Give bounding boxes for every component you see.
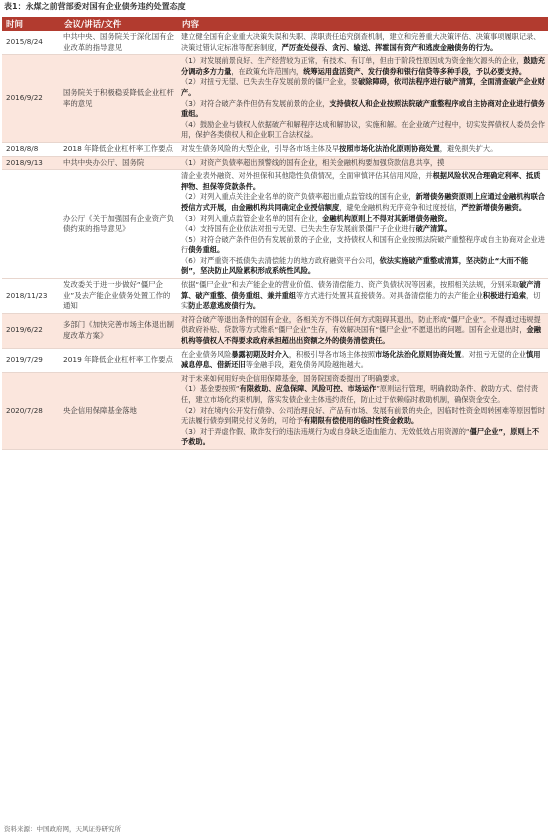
body-text: 建立健全国有企业重大决策失误和失职、渎职责任追究倒查机制，建立和完善重大决策评估、决策事项履职记录、决策过错认定标准等配套制度，	[181, 32, 541, 52]
body-text: （4）鼓励企业与债权人依据破产和解程序达成和解协议，实施和解。在企业破产过程中，切实发挥债权人委员会作用，保护各类债权人和企业职工合法权益。	[181, 119, 545, 140]
emphasis-text: 统筹运用盘活资产、发行债券和银行信贷等多种手段，予以必要支持。	[303, 66, 527, 76]
body-text: 对符合破产等退出条件的国有企业，各相关方不得以任何方式阻碍其退出，防止形成“僵尸企业”。不得通过违规提供政府补贴、贷款等方式维系“僵尸企业”生存，有效解决国有“僵尸企业”不愿退出的问题。国有企业退出时，	[181, 314, 541, 335]
body-text: ，在政策允许范围内，	[231, 66, 304, 76]
row-source: 2018 年降低企业杠杆率工作要点	[60, 142, 178, 156]
row-source: 央企信用保障基金落地	[60, 372, 178, 449]
content-paragraph	[181, 32, 545, 53]
emphasis-text: 严厉查处侵吞、贪污、输送、挥霍国有资产和逃废金融债务的行为。	[281, 42, 498, 52]
row-content	[178, 313, 548, 348]
table-title: 表1：永煤之前营部委对国有企业债务违约处置态度	[4, 2, 186, 11]
body-text: （3）对符合破产条件但仍有发展前景的企业，	[181, 98, 330, 108]
table-row	[2, 348, 548, 372]
row-date: 2020/7/28	[2, 372, 60, 449]
body-text: （2）对列入重点关注企业名单的资产负债率超出重点监管线的国有企业，	[181, 192, 416, 202]
table-row	[2, 156, 548, 170]
content-paragraph	[181, 77, 545, 98]
table-row	[2, 313, 548, 348]
body-text: ，积极引导各市场主体按照	[288, 349, 376, 359]
content-paragraph	[181, 144, 545, 155]
row-date: 2019/7/29	[2, 348, 60, 372]
row-date	[2, 170, 60, 279]
table-row	[2, 142, 548, 156]
row-source: 办公厅《关于加强国有企业资产负债约束的指导意见》	[60, 170, 178, 279]
row-source: 发改委关于进一步做好“僵尸企业”及去产能企业债务处置工作的通知	[60, 279, 178, 314]
content-paragraph	[181, 374, 545, 385]
emphasis-text: 依法实施破产重整或清算，坚决防止“大而不能倒”，坚决防止风险累积形成系统性风险。	[181, 255, 529, 276]
table-header-row	[2, 17, 548, 31]
emphasis-text: 破除障碍，依司法程序进行破产清算，全面清查破产企业财产。	[181, 77, 545, 97]
content-paragraph	[181, 192, 545, 213]
emphasis-text: 支持债权人和企业按照法院破产重整程序或自主协商对企业进行债务重组。	[181, 98, 545, 119]
body-text: （2）对扭亏无望、已失去生存发展前景的僵尸企业，要	[181, 77, 359, 87]
emphasis-text: 慎用减息停息、借新还旧	[181, 349, 541, 370]
content-paragraph	[181, 56, 545, 77]
emphasis-text: 债务重组。	[188, 245, 225, 255]
emphasis-text: 新增债务融资原则上应通过金融机构联合授信方式开展，由金融机构共同确定企业授信额度	[181, 192, 545, 212]
table-row	[2, 170, 548, 279]
body-text: （6）对严重资不抵债失去清偿能力的地方政府融资平台公司，	[181, 255, 380, 265]
body-text: 。对扭亏无望的企业	[461, 349, 527, 359]
body-text: 对于未来如何用好央企信用保障基金，国务院国资委提出了明确要求。	[181, 373, 404, 383]
row-content	[178, 372, 548, 449]
body-text: （4）支持国有企业依法对扭亏无望、已失去生存发展前景僵尸子企业进行	[181, 224, 416, 234]
header-source: 会议/讲话/文件	[60, 17, 178, 31]
row-content	[178, 142, 548, 156]
emphasis-text: 破产清算。	[415, 224, 452, 234]
row-content	[178, 55, 548, 143]
emphasis-text: 市场化法治化原则协商处置	[375, 349, 462, 359]
body-text: ，避免金融机构无序竞争和过度授信，	[339, 202, 462, 212]
emphasis-text: 按照市场化法治化原则协商处置	[339, 143, 440, 153]
emphasis-text: 破产清算、破产重整、债务重组、兼并重组	[181, 280, 541, 300]
body-text: 等方式进行处置其直接债务。对具备清偿能力的去产能企业	[296, 290, 483, 300]
row-content	[178, 279, 548, 314]
emphasis-text: 金融机构原则上不得对其新增债务融资。	[322, 213, 452, 223]
row-content	[178, 170, 548, 279]
content-paragraph	[181, 280, 545, 312]
header-date: 时间	[2, 17, 60, 31]
row-date: 2016/9/22	[2, 55, 60, 143]
table-body	[2, 31, 548, 449]
table-row	[2, 31, 548, 55]
body-text: （3）对列入重点监管企业名单的国有企业，	[181, 213, 323, 223]
emphasis-text: 根据风险状况合理确定利率、抵质押物、担保等贷款条件。	[181, 171, 541, 191]
row-content	[178, 156, 548, 170]
body-text: 在企业债务风险	[181, 349, 232, 359]
emphasis-text: 金融机构等债权人不得要求政府承担超出出资额之外的债务清偿责任。	[181, 325, 541, 346]
header-content: 内容	[178, 17, 548, 31]
row-content	[178, 31, 548, 55]
body-text: （2）对在境内公开发行债券、公司治理良好、产品有市场、发展有前景的央企，因临时性资金周转困难等原因暂时无法履行债券到期兑付义务的，可给予	[181, 405, 545, 426]
content-paragraph	[181, 99, 545, 120]
body-text: 清企业表外融资、对外担保和其他隐性负债情况，全面审慎评估其信用风险，并	[181, 171, 433, 181]
row-source: 国务院关于积极稳妥降低企业杠杆率的意见	[60, 55, 178, 143]
body-text: （1）对资产负债率超出预警线的国有企业，相关金融机构要加强贷款信息共享，摸	[181, 157, 445, 167]
body-text: （1）对发展前景良好、生产经营较为正常，有技术、有订单，但由于阶段性原因成为资金拖欠源头的企业，	[181, 56, 524, 66]
body-text: 等金融手段，避免债务风险越拖越大。	[245, 360, 368, 370]
row-date: 2018/11/23	[2, 279, 60, 314]
content-paragraph	[181, 384, 545, 405]
body-text: （3）对于弄虚作假、欺诈发行的违法违规行为或自身缺乏造血能力、无效低效占用资源的“	[181, 426, 470, 436]
content-paragraph	[181, 224, 545, 235]
content-paragraph	[181, 427, 545, 448]
body-text: ，避免损失扩大。	[439, 143, 498, 153]
row-source: 2019 年降低企业杠杆率工作要点	[60, 348, 178, 372]
row-source: 中共中央办公厅、国务院	[60, 156, 178, 170]
row-date: 2015/8/24	[2, 31, 60, 55]
table-row	[2, 372, 548, 449]
row-date: 2018/9/13	[2, 156, 60, 170]
row-date: 2018/8/8	[2, 142, 60, 156]
policy-table	[2, 17, 548, 450]
emphasis-text: 防止恶意逃废债行为。	[188, 301, 261, 311]
emphasis-text: 有限救助、应急保障、风险可控、市场运作	[239, 384, 377, 394]
table-row	[2, 55, 548, 143]
body-text: ，切实	[181, 290, 541, 311]
body-text: （5）对符合破产条件但仍有发展前景的子企业，支持债权人和国有企业按照法院破产重整程序或自主协商对企业进行	[181, 234, 545, 255]
content-paragraph	[181, 256, 545, 277]
content-paragraph	[181, 406, 545, 427]
emphasis-text: 鼓励充分调动多方力量	[181, 56, 545, 76]
emphasis-text: 积极进行追索	[482, 290, 527, 300]
emphasis-text: 有期限有偿使用的临时性资金救助。	[303, 416, 419, 426]
row-date: 2019/6/22	[2, 313, 60, 348]
content-paragraph	[181, 235, 545, 256]
emphasis-text: 暴露初期及时介入	[231, 349, 289, 359]
body-text: （1）基金要按照“	[181, 384, 240, 394]
content-paragraph	[181, 171, 545, 192]
emphasis-text: 严控新增债务融资。	[461, 202, 527, 212]
row-source: 多部门《加快完善市场主体退出制度改革方案》	[60, 313, 178, 348]
content-paragraph	[181, 315, 545, 347]
content-paragraph	[181, 158, 545, 169]
table-row	[2, 279, 548, 314]
content-paragraph	[181, 214, 545, 225]
source-note: 资料来源：中国政府网，天风证券研究所	[4, 825, 121, 833]
body-text: 依据“僵尸企业”和去产能企业的营业价值、债务清偿能力、资产负债状况等因素，按照相关法规，分别采取	[181, 280, 520, 290]
content-paragraph	[181, 120, 545, 141]
row-source: 中共中央、国务院关于深化国有企业改革的指导意见	[60, 31, 178, 55]
content-paragraph	[181, 350, 545, 371]
emphasis-text: 僵尸企业”，原则上不予救助。	[181, 426, 540, 447]
row-content	[178, 348, 548, 372]
body-text: 对发生债务风险的大型企业，引导各市场主体及早	[181, 143, 340, 153]
body-text: ”原则运行管理，明确救助条件、救助方式、偿付责任，建立市场化约束机制，落实发债企业主体违约责任，防止过于依赖临时救助机制，确保资金安全。	[181, 384, 539, 404]
